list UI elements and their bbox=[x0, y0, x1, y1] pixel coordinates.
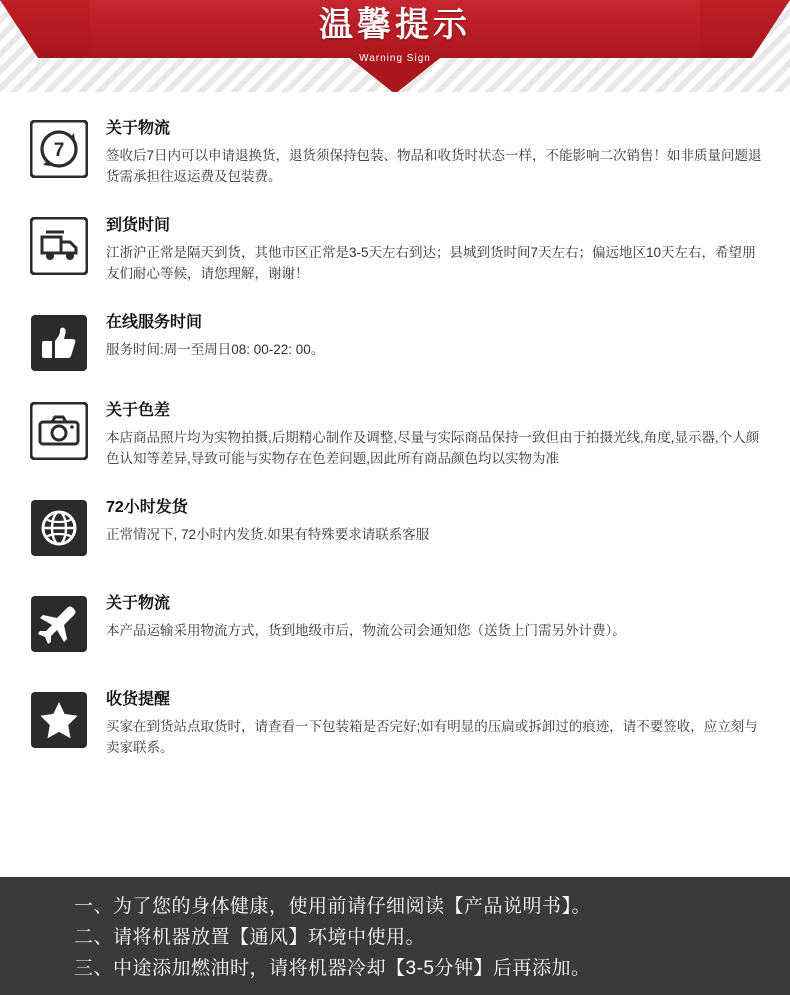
delivery-truck-icon bbox=[30, 217, 88, 275]
list-item-text: 本产品运输采用物流方式，货到地级市后，物流公司会通知您（送货上门需另外计费）。 bbox=[106, 623, 626, 638]
list-item-body bbox=[106, 593, 768, 641]
thumbs-up-icon bbox=[30, 314, 88, 372]
list-item bbox=[0, 118, 790, 187]
list-item-body bbox=[106, 689, 768, 758]
svg-text:7: 7 bbox=[53, 140, 65, 161]
notice-list bbox=[0, 92, 790, 758]
list-item-text: 正常情况下, 72小时内发货.如果有特殊要求请联系客服 bbox=[106, 527, 430, 542]
page-subtitle: Warning Sign bbox=[359, 53, 431, 64]
list-item-body bbox=[106, 215, 768, 284]
list-item-body bbox=[106, 400, 768, 469]
header-ribbon bbox=[0, 0, 790, 92]
list-item bbox=[0, 497, 790, 557]
list-item-text: 签收后7日内可以申请退换货，退货须保持包装、物品和收货时状态一样，不能影响二次销售！如非质量问题退货需承担往返运费及包装费。 bbox=[106, 148, 762, 184]
list-item-text: 本店商品照片均为实物拍摄,后期精心制作及调整,尽量与实际商品保持一致但由于拍摄光线,角度,显示器,个人颜色认知等差异,导致可能与实物存在色差问题,因此所有商品颜色均以实物为准 bbox=[106, 430, 760, 466]
list-item bbox=[0, 593, 790, 653]
list-item-title: 到货时间 bbox=[106, 217, 171, 234]
list-item bbox=[0, 312, 790, 372]
list-item-text: 买家在到货站点取货时，请查看一下包装箱是否完好;如有明显的压扁或拆卸过的痕迹，请不要签收，应立刻与卖家联系。 bbox=[106, 719, 758, 755]
list-item-text: 江浙沪正常是隔天到货，其他市区正常是3-5天左右到达；县城到货时间7天左右；偏远地区10天左右，希望朋友们耐心等候，请您理解，谢谢！ bbox=[106, 245, 756, 281]
list-item-title: 关于色差 bbox=[106, 402, 171, 419]
footer-line-3: 三、中途添加燃油时，请将机器冷却【3-5分钟】后再添加。 bbox=[74, 958, 591, 979]
warning-header bbox=[0, 0, 790, 92]
footer-warnings bbox=[0, 877, 790, 995]
airplane-icon bbox=[30, 595, 88, 653]
list-item-title: 关于物流 bbox=[106, 120, 171, 137]
list-item-body bbox=[106, 312, 768, 360]
page-title: 温馨提示 bbox=[319, 6, 471, 44]
star-icon bbox=[30, 691, 88, 749]
list-item-title: 在线服务时间 bbox=[106, 314, 203, 331]
list-item bbox=[0, 689, 790, 758]
list-item-text: 服务时间:周一至周日08: 00-22: 00。 bbox=[106, 342, 325, 357]
camera-icon bbox=[30, 402, 88, 460]
footer-line-2: 二、请将机器放置【通风】环境中使用。 bbox=[74, 927, 426, 948]
footer-line-1: 一、为了您的身体健康，使用前请仔细阅读【产品说明书】。 bbox=[74, 896, 592, 917]
globe-icon bbox=[30, 499, 88, 557]
list-item-title: 关于物流 bbox=[106, 595, 171, 612]
list-item-title: 72小时发货 bbox=[106, 499, 188, 516]
list-item-body bbox=[106, 497, 768, 545]
list-item-title: 收货提醒 bbox=[106, 691, 171, 708]
seven-days-return-icon bbox=[30, 120, 88, 178]
list-item bbox=[0, 215, 790, 284]
list-item bbox=[0, 400, 790, 469]
list-item-body bbox=[106, 118, 768, 187]
